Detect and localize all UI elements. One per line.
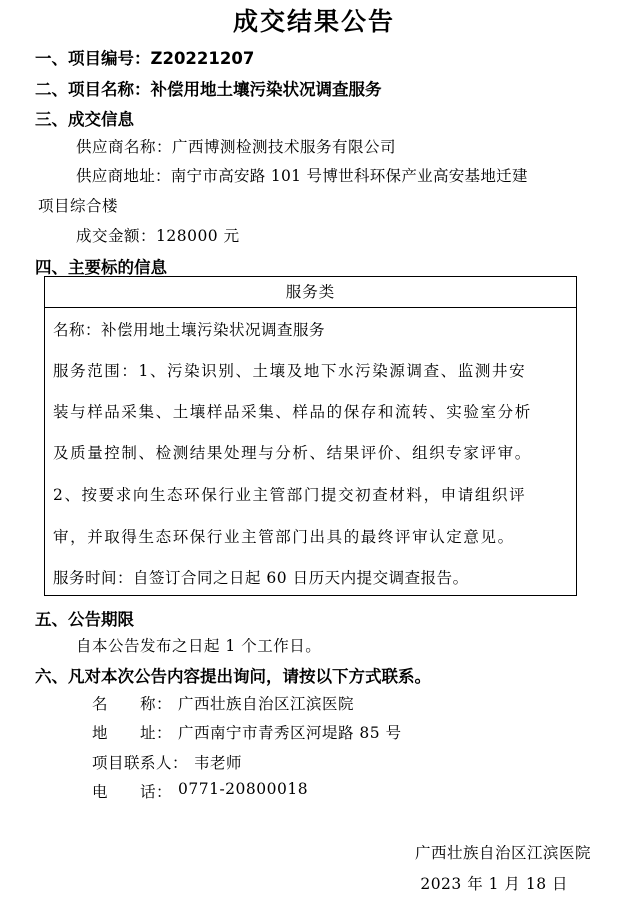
notice-period-text: 自本公告发布之日起 1 个工作日。 bbox=[76, 637, 322, 655]
footer-date: 2023 年 1 月 18 日 bbox=[420, 875, 568, 893]
page-title: 成交结果公告 bbox=[232, 7, 395, 36]
service-name: 名称：补偿用地土壤污染状况调查服务 bbox=[53, 321, 326, 339]
contact-phone-value: 0771-20800018 bbox=[178, 780, 309, 798]
contact-address-label: 地 址： bbox=[92, 724, 173, 742]
contact-address-value: 广西南宁市青秀区河堤路 85 号 bbox=[178, 724, 402, 742]
service-scope-line2: 装与样品采集、土壤样品采集、样品的保存和流转、实验室分析 bbox=[53, 403, 532, 421]
contact-name-value: 广西壮族自治区江滨医院 bbox=[178, 695, 355, 713]
supplier-address-line1: 供应商地址：南宁市高安路 101 号博世科环保产业高安基地迁建 bbox=[76, 167, 528, 185]
service-scope-line1: 服务范围：1、污染识别、土壤及地下水污染源调查、监测井安 bbox=[53, 362, 527, 380]
project-number-heading: 一、项目编号：Z20221207 bbox=[35, 49, 255, 68]
service-scope-line4: 2、按要求向生态环保行业主管部门提交初查材料，申请组织评 bbox=[53, 486, 527, 504]
project-name-heading: 二、项目名称：补偿用地土壤污染状况调查服务 bbox=[35, 80, 382, 99]
contact-name-label: 名 称： bbox=[92, 695, 173, 713]
notice-period-heading: 五、公告期限 bbox=[35, 610, 134, 629]
main-subject-heading: 四、主要标的信息 bbox=[35, 258, 167, 277]
service-scope-line5: 审，并取得生态环保行业主管部门出具的最终评审认定意见。 bbox=[53, 528, 515, 546]
supplier-name: 供应商名称：广西博测检测技术服务有限公司 bbox=[76, 138, 397, 156]
service-scope-line3: 及质量控制、检测结果处理与分析、结果评价、组织专家评审。 bbox=[53, 444, 532, 462]
contact-phone-label: 电 话： bbox=[92, 783, 173, 801]
supplier-address-line2: 项目综合楼 bbox=[38, 197, 119, 215]
contact-person-value: 韦老师 bbox=[194, 754, 243, 772]
deal-amount: 成交金额：128000 元 bbox=[76, 227, 240, 245]
subject-table bbox=[44, 276, 577, 596]
contact-person-label: 项目联系人： bbox=[92, 754, 189, 772]
service-time: 服务时间：自签订合同之日起 60 日历天内提交调查报告。 bbox=[53, 569, 469, 587]
deal-info-heading: 三、成交信息 bbox=[35, 110, 134, 129]
footer-organization: 广西壮族自治区江滨医院 bbox=[414, 844, 591, 862]
contact-heading: 六、凡对本次公告内容提出询问，请按以下方式联系。 bbox=[35, 667, 431, 686]
table-header: 服务类 bbox=[45, 277, 576, 308]
